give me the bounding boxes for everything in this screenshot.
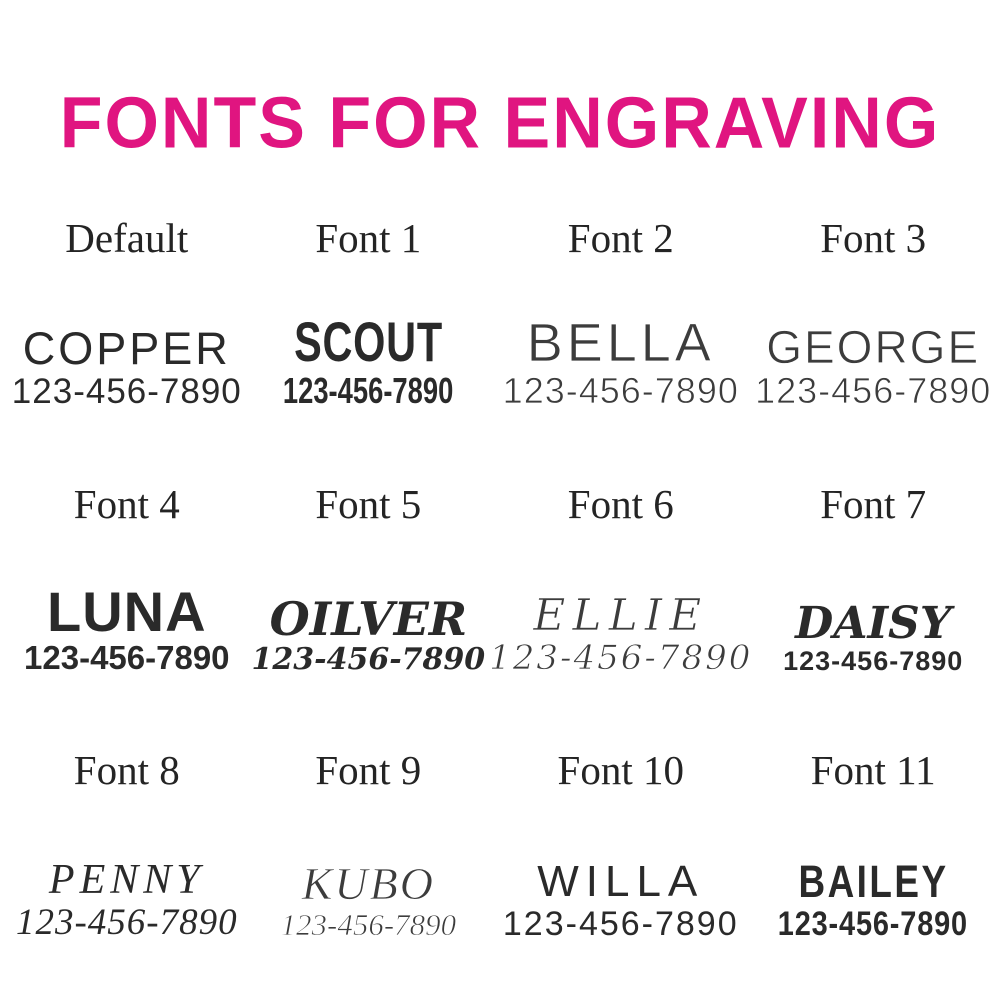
font-sample-9 [248,746,490,942]
sample-name: KUBO [301,858,435,910]
sample-number: 123-456-7890 [15,901,238,943]
sample-name: BAILEY [798,856,949,908]
sample-name: LUNA [47,579,207,643]
sample-preview [252,528,486,676]
font-grid [0,214,1000,942]
sample-number: 123-456-7890 [280,907,457,943]
sample-preview [783,528,963,676]
page-title: FONTS FOR ENGRAVING [59,82,941,164]
font-sample-default [6,214,248,410]
font-sample-1 [248,214,490,410]
font-label: Font 9 [315,747,422,793]
sample-number: 123-456-7890 [11,371,242,411]
font-label: Font 11 [810,747,936,793]
sample-preview [503,794,739,942]
font-sample-5 [248,480,490,676]
font-sample-4 [6,480,248,676]
sample-name: ELLIE [533,590,709,642]
font-sample-7 [752,480,994,676]
sample-name: COPPER [22,323,231,375]
font-label: Font 7 [820,481,927,527]
sample-name: PENNY [48,857,205,904]
sample-preview [12,262,242,410]
sample-name: GEORGE [766,321,981,374]
font-label: Font 8 [73,747,180,793]
sample-name: BELLA [526,312,715,373]
sample-number: 123-456-7890 [783,646,964,677]
sample-preview [489,528,752,676]
sample-preview [24,528,230,676]
sample-number: 123-456-7890 [283,369,454,411]
font-label: Font 2 [567,215,674,261]
sample-number: 123-456-7890 [251,642,486,678]
sample-name: DAISY [795,597,952,649]
sample-name: WILLA [537,857,705,907]
font-label: Font 10 [557,747,684,793]
sample-number: 123-456-7890 [502,904,739,943]
sample-number: 123-456-7890 [755,369,992,411]
font-sample-2 [489,214,752,410]
font-label: Font 4 [73,481,180,527]
font-label: Font 1 [315,215,422,261]
font-sample-3 [752,214,994,410]
sample-name: OILVER [269,592,468,647]
sample-preview [256,262,480,410]
sample-number: 123-456-7890 [778,904,969,943]
font-sample-10 [489,746,752,942]
font-sample-6 [489,480,752,676]
sample-number: 123-456-7890 [24,639,230,677]
font-label: Font 3 [820,215,927,261]
font-label: Default [65,215,189,261]
sample-name: SCOUT [293,310,443,374]
font-sample-8 [6,746,248,942]
sample-preview [503,262,739,410]
sample-preview [16,794,238,942]
font-label: Font 6 [567,481,674,527]
sample-preview [281,794,457,942]
sample-number: 123-456-7890 [489,637,753,678]
sample-preview [755,262,991,410]
font-label: Font 5 [315,481,422,527]
sample-number: 123-456-7890 [502,369,739,411]
font-sample-11 [752,746,994,942]
sample-preview [761,794,985,942]
